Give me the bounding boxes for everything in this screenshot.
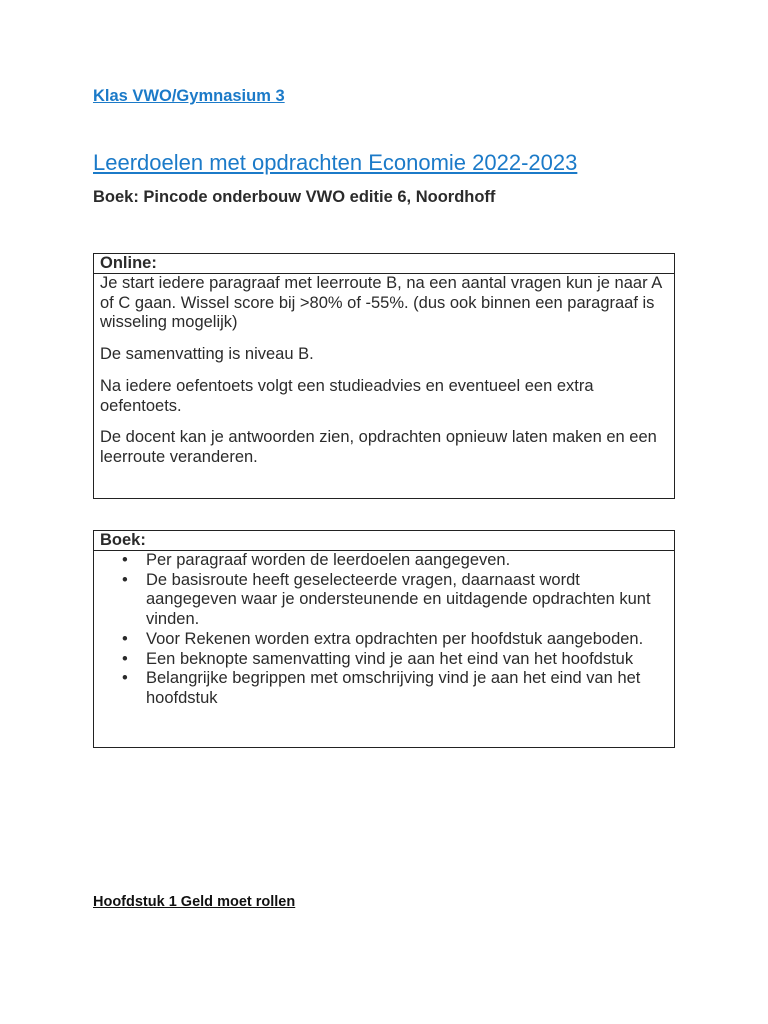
- page-title[interactable]: Leerdoelen met opdrachten Economie 2022-2023: [93, 150, 578, 175]
- online-paragraph: De samenvatting is niveau B.: [100, 345, 314, 364]
- boek-heading: Boek:: [94, 531, 674, 551]
- boek-list: [100, 551, 668, 709]
- online-heading: Online:: [94, 254, 674, 274]
- bullet-icon: •: [122, 669, 128, 688]
- list-item: [122, 629, 668, 650]
- bullet-icon: •: [122, 649, 128, 668]
- list-item-text: Voor Rekenen worden extra opdrachten per hoofdstuk aangeboden.: [146, 629, 644, 648]
- list-item-text: Belangrijke begrippen met omschrijving vind je aan het eind van het hoofdstuk: [146, 669, 641, 707]
- bullet-icon: •: [122, 629, 128, 648]
- online-paragraph: Na iedere oefentoets volgt een studieadvies en eventueel een extra oefentoets.: [100, 376, 594, 415]
- online-paragraph: De docent kan je antwoorden zien, opdrachten opnieuw laten maken en een leerroute veranderen.: [100, 428, 657, 466]
- book-info: Boek: Pincode onderbouw VWO editie 6, Noordhoff: [93, 188, 496, 206]
- bullet-icon: •: [122, 570, 128, 589]
- online-body: [94, 274, 674, 468]
- list-item: [122, 669, 668, 708]
- list-item-text: Een beknopte samenvatting vind je aan het eind van het hoofdstuk: [146, 649, 634, 668]
- chapter-heading[interactable]: Hoofdstuk 1 Geld moet rollen: [93, 894, 296, 910]
- online-info-box: [93, 253, 675, 499]
- list-item: [122, 570, 668, 630]
- boek-info-box: [93, 530, 675, 748]
- list-item-text: De basisroute heeft geselecteerde vragen, daarnaast wordt aangegeven waar je ondersteunende en uitdagende opdrachten kunt vinden.: [146, 570, 651, 629]
- list-item: [122, 551, 668, 571]
- bullet-icon: •: [122, 551, 128, 569]
- list-item-text: Per paragraaf worden de leerdoelen aangegeven.: [146, 551, 511, 569]
- online-paragraph: Je start iedere paragraaf met leerroute B, na een aantal vragen kun je naar A of C gaan. Wissel score bij >80% of -55%. (dus ook binnen een paragraaf is wisseling mogelijk): [100, 274, 662, 332]
- list-item: [122, 649, 668, 670]
- class-label[interactable]: Klas VWO/Gymnasium 3: [93, 87, 285, 105]
- boek-body: [94, 551, 674, 709]
